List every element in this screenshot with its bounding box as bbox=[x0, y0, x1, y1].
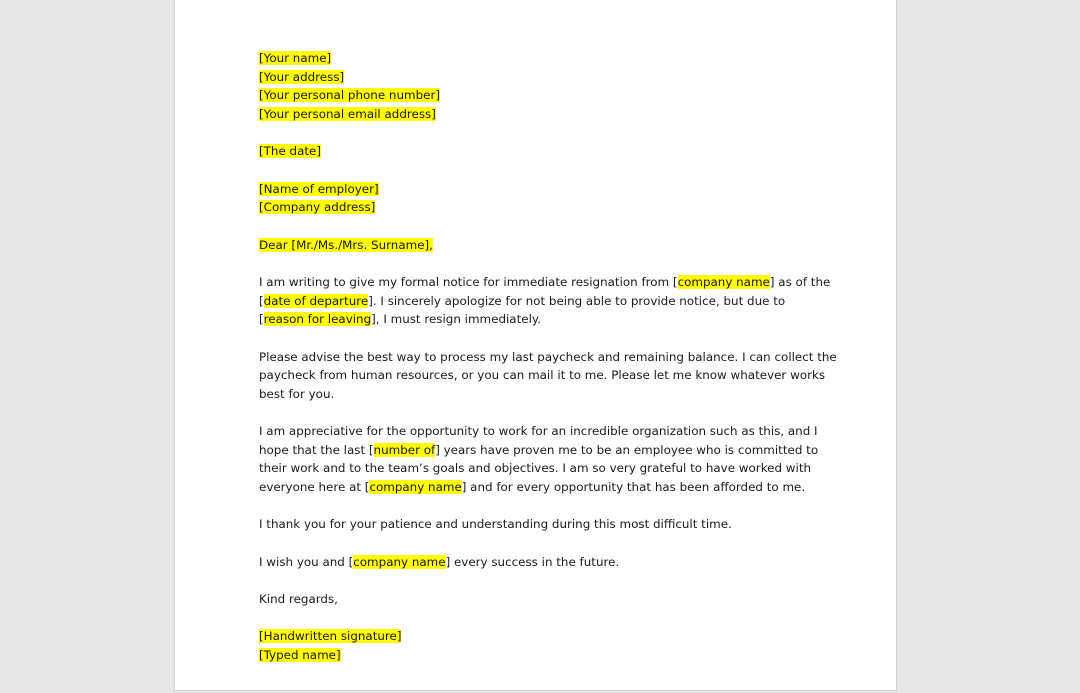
handwritten-signature: [Handwritten signature] bbox=[259, 629, 402, 644]
sender-address: [Your address] bbox=[259, 69, 345, 84]
paragraph-thanks: I thank you for your patience and understanding during this most difficult time. bbox=[259, 517, 732, 532]
closing: Kind regards, bbox=[259, 592, 338, 607]
salutation: Dear [Mr./Ms./Mrs. Surname], bbox=[259, 237, 433, 252]
placeholder-company-name: company name bbox=[677, 274, 770, 289]
sender-phone: [Your personal phone number] bbox=[259, 88, 440, 103]
paragraph-paycheck: Please advise the best way to process my last paycheck and remaining balance. I can collect the paycheck from human resources, or you can mail it to me. Please let me know whatever works best for you. bbox=[259, 349, 837, 401]
placeholder-company-name: company name bbox=[353, 554, 446, 569]
placeholder-date-of-departure: date of departure bbox=[263, 293, 369, 308]
closing-block bbox=[259, 590, 819, 609]
sender-block bbox=[259, 49, 819, 123]
placeholder-company-name: company name bbox=[369, 479, 462, 494]
sender-name: [Your name] bbox=[259, 51, 332, 65]
company-address: [Company address] bbox=[259, 200, 376, 215]
document-page[interactable] bbox=[174, 0, 897, 691]
typed-name: [Typed name] bbox=[259, 648, 341, 663]
letter-body bbox=[259, 49, 837, 665]
paragraph-wishes: I wish you and [company name] every success in the future. bbox=[259, 554, 620, 569]
paragraph-appreciation: I am appreciative for the opportunity to work for an incredible organization such as this, and I hope that the last [number of] years have proven me to be an employee who is committed to their work and to the team’s goals and objectives. I am so very grateful to have worked with everyone here at [company name] and for every opportunity that has been afforded to me. bbox=[259, 424, 819, 494]
recipient-block bbox=[259, 180, 819, 217]
signature-block bbox=[259, 627, 819, 664]
employer-name: [Name of employer] bbox=[259, 181, 379, 196]
sender-email: [Your personal email address] bbox=[259, 106, 436, 121]
salutation-block bbox=[259, 236, 819, 255]
placeholder-number-of: number of bbox=[373, 442, 436, 457]
date-block bbox=[259, 142, 819, 161]
placeholder-reason-for-leaving: reason for leaving bbox=[263, 312, 372, 327]
paragraph-resignation: I am writing to give my formal notice for immediate resignation from [company name] as of the [date of departure]. I sincerely apologize for not being able to provide notice, but due to [reason for leaving], I must resign immediately. bbox=[259, 274, 831, 327]
letter-date: [The date] bbox=[259, 144, 321, 159]
